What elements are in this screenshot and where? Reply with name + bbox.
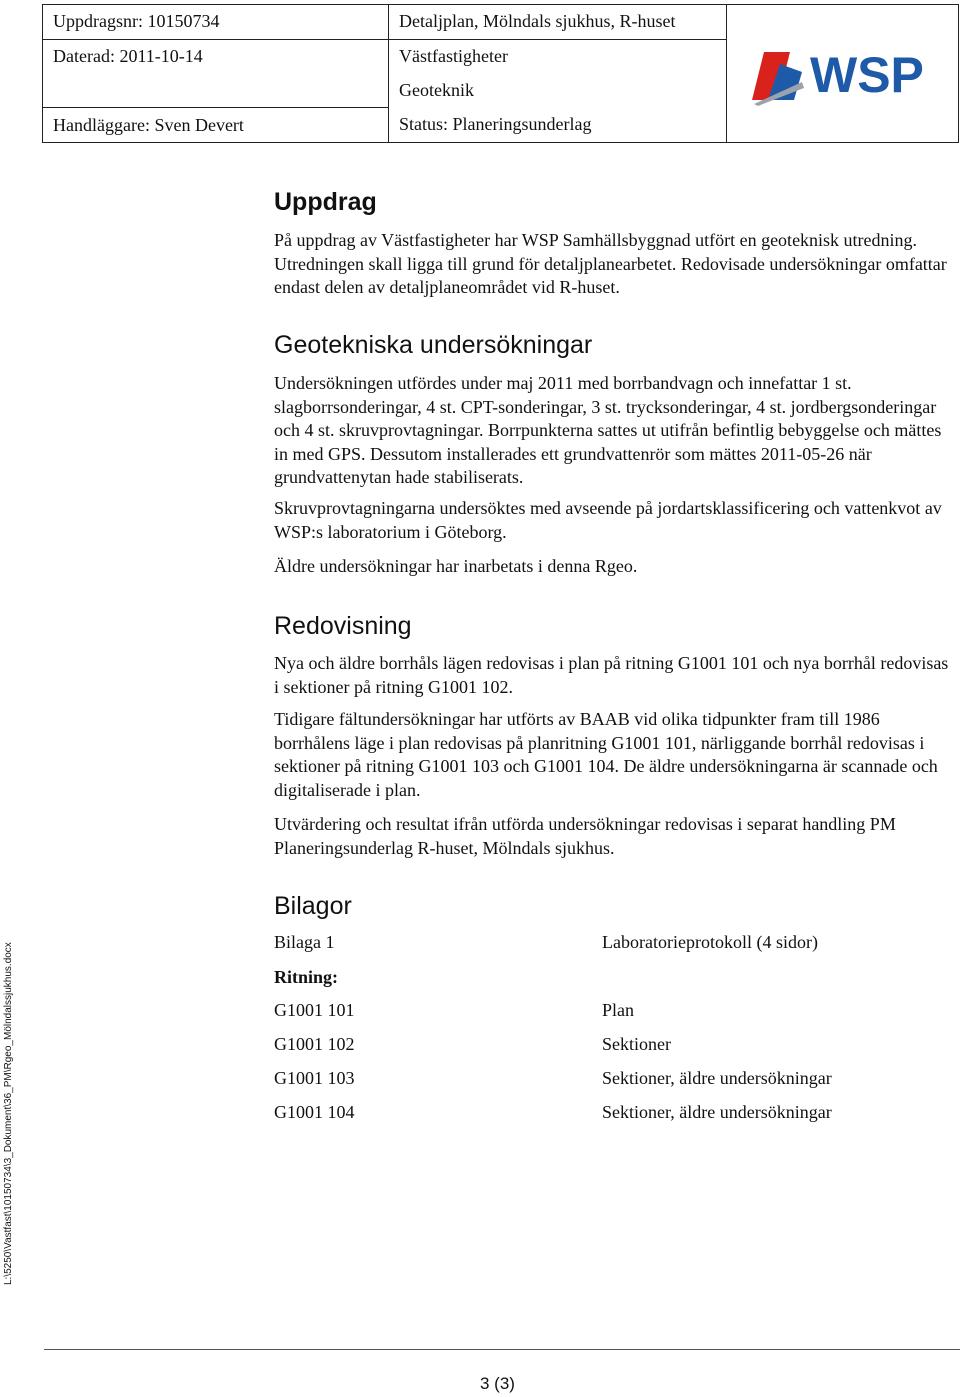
heading-redovisning: Redovisning: [274, 612, 412, 640]
logo-text: WSP: [809, 46, 924, 103]
drawing-desc: Sektioner: [602, 1034, 671, 1054]
heading-geotekniska: Geotekniska undersökningar: [274, 331, 593, 359]
handlaggare: Handläggare: Sven Devert: [43, 108, 389, 143]
file-path: L:\5250\Vastfast\10150734\3_Dokument\36_PM\Rgeo_Mölndalssjukhus.docx: [3, 942, 14, 1285]
drawing-desc: Plan: [602, 1000, 635, 1020]
drawing-desc: Sektioner, äldre undersökningar: [602, 1068, 832, 1088]
status: Status: Planeringsunderlag: [389, 108, 727, 143]
heading-uppdrag: Uppdrag: [274, 188, 377, 216]
uppdrag-text: På uppdrag av Västfastigheter har WSP Samhällsbyggnad utfört en geoteknisk utredning. Utredningen skall ligga till grund för detaljplanearbetet. Redovisade undersökningar omfattar endast delen av detaljplaneområdet vid R-huset.: [274, 230, 947, 297]
wsp-logo: [750, 42, 936, 106]
footer-divider: [44, 1349, 960, 1350]
client: Västfastigheter: [389, 39, 727, 73]
geotekniska-p1: Undersökningen utfördes under maj 2011 med borrbandvagn och innefattar 1 st. slagborrsonderingar, 4 st. CPT-sonderingar, 3 st. trycksonderingar, 4 st. jordbergsonderingar och 4 st. skruvprovtagningar. Borrpunkterna sattes ut utifrån befintlig bebyggelse och mättes in med GPS. Dessutom installerades ett grundvattenrör som mättes 2011-05-26 när grundvattenytan hade stabiliserats.: [274, 373, 942, 487]
uppdragsnr: Uppdragsnr: 10150734: [43, 5, 389, 40]
drawing-id: G1001 101: [274, 1000, 355, 1020]
geotekniska-p3: Äldre undersökningar har inarbetats i denna Rgeo.: [274, 556, 638, 576]
redovisning-p2: Tidigare fältundersökningar har utförts av BAAB vid olika tidpunkter fram till 1986 borrhålens läge i plan redovisas på planritning G1001 101, närliggande borrhål redovisas i sektioner på ritning G1001 103 och G1001 104. De äldre undersökningarna är scannade och digitaliserade i plan.: [274, 709, 938, 800]
ritning-label-text: Ritning:: [274, 967, 339, 987]
page-number: 3 (3): [480, 1374, 515, 1393]
bilaga-desc: Laboratorieprotokoll (4 sidor): [602, 932, 818, 952]
geotekniska-p2: Skruvprovtagningarna undersöktes med avseende på jordartsklassificering och vattenkvot av WSP:s laboratorium i Göteborg.: [274, 498, 942, 542]
empty-cell: [43, 73, 389, 107]
drawing-id: G1001 104: [274, 1102, 355, 1122]
drawing-id: G1001 102: [274, 1034, 355, 1054]
header-table: [42, 4, 959, 143]
document-title: Detaljplan, Mölndals sjukhus, R-huset: [389, 5, 727, 40]
drawing-desc: Sektioner, äldre undersökningar: [602, 1102, 832, 1122]
redovisning-p3: Utvärdering och resultat ifrån utförda undersökningar redovisas i separat handling PM Planeringsunderlag R-huset, Mölndals sjukhus.: [274, 814, 896, 858]
drawing-id: G1001 103: [274, 1068, 355, 1088]
redovisning-p1: Nya och äldre borrhåls lägen redovisas i plan på ritning G1001 101 och nya borrhål redovisas i sektioner på ritning G1001 102.: [274, 653, 949, 697]
daterad: Daterad: 2011-10-14: [43, 39, 389, 73]
bilaga-label: Bilaga 1: [274, 932, 335, 952]
logo-cell: [727, 5, 959, 143]
discipline: Geoteknik: [389, 73, 727, 107]
heading-bilagor: Bilagor: [274, 892, 352, 920]
